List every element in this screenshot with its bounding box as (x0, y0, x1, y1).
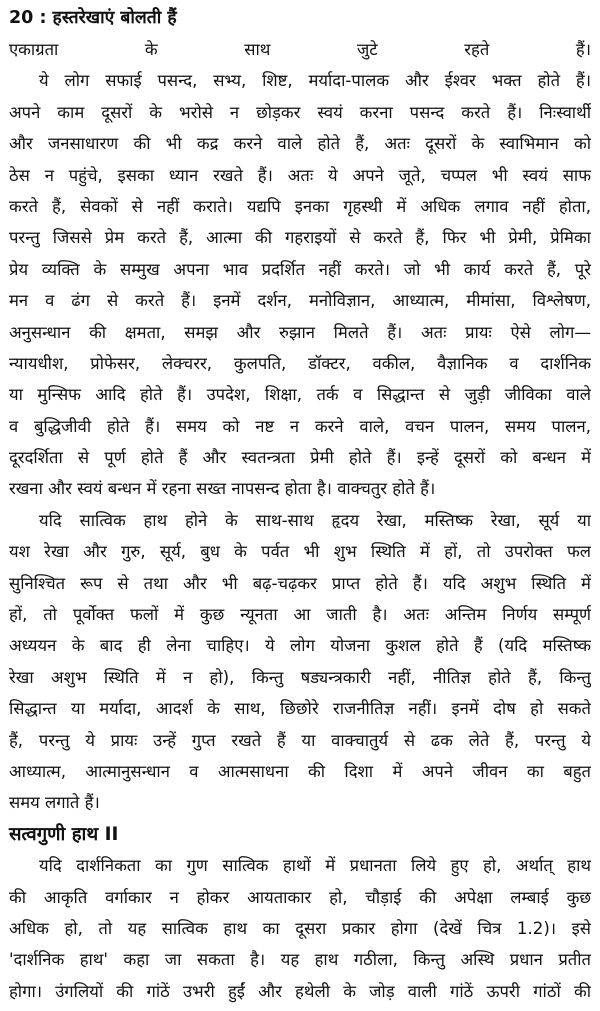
text-line: हैं, परन्तु ये प्रायः उन्हें गुप्त रखते हैं या वाक्चातुर्य से ढक लेते हैं, परन्तु ये (9, 730, 591, 750)
text-line: ये लोग सफाई पसन्द, सभ्य, शिष्ट, मर्यादा-पालक और ईश्वर भक्त होते हैं। (39, 71, 591, 91)
text-line: रखना और स्वयं बन्धन में रहना सख्त नापसन्द होता है। वाक्चतुर होते हैं। (9, 479, 436, 499)
section-heading: सत्वगुणी हाथ II (9, 823, 119, 845)
text-line: ठेस न पहुंचे, इसका ध्यान रखते हैं। अतः ये अपने जूते, चप्पल भी स्वयं साफ (9, 165, 591, 185)
text-line: प्रेय व्यक्ति के सम्मुख अपना भाव प्रदर्शित नहीं करते। जो भी कार्य करते हैं, पूरे (9, 259, 591, 279)
paragraph-line-conditions (9, 505, 591, 819)
text-line: सुनिश्चित रूप से तथा और भी बढ़-चढ़कर प्राप्त होते हैं। यदि अशुभ स्थिति में (9, 573, 591, 593)
paragraph-character-traits (9, 65, 591, 504)
running-head: 20 : हस्तरेखाएं बोलती हैं (9, 8, 177, 28)
text-line: मन व ढंग से करते हैं। इनमें दर्शन, मनोविज्ञान, आध्यात्म, मीमांसा, विश्लेषण, (9, 291, 591, 311)
text-line: रेखा अशुभ स्थिति में न हो), किन्तु षड्यन्त्रकारी नहीं, नीतिज्ञ होते हैं, किन्तु (9, 667, 591, 687)
text-line: दूरदर्शिता से पूर्ण होते हैं और स्वतन्त्रता प्रेमी होते हैं। इन्हें दूसरों को बन्धन में (9, 448, 591, 468)
text-line: और जनसाधारण की भी कद्र करने वाले होते हैं, अतः दूसरों के स्वाभिमान को (9, 134, 591, 154)
text-line: परन्तु जिससे प्रेम करते हैं, आत्मा की गहराइयों से करते हैं, फिर भी प्रेमी, प्रेमिका (9, 228, 591, 248)
text-line: करते हैं, सेवकों से नहीं कराते। यद्यपि इनका गृहस्थी में अधिक लगाव नहीं होता, (9, 196, 591, 216)
text-line: अनुसन्धान की क्षमता, समझ और रुझान मिलते हैं। अतः प्रायः ऐसे लोग— (9, 322, 591, 342)
text-line: या मुन्सिफ आदि होते हैं। उपदेश, शिक्षा, तर्क व सिद्धान्त से जुड़ी जीविका वाले (9, 385, 591, 405)
text-line: व बुद्धिजीवी होते हैं। समय को नष्ट न करने वाले, वचन पालन, समय पालन, (9, 416, 591, 436)
text-line: होगा। उंगलियों की गांठें उभरी हुईं और हथेली के जोड़ वाली गांठें ऊपरी गांठों की (9, 981, 591, 1001)
text-line: की आकृति वर्गाकार न होकर आयताकार हो, चौड़ाई की अपेक्षा लम्बाई कुछ (9, 887, 591, 907)
text-line: आध्यात्म, आत्मानुसन्धान व आत्मसाधना की दिशा में अपने जीवन का बहुत (9, 761, 591, 781)
text-line: अपने काम दूसरों के भरोसे न छोड़कर स्वयं करना पसन्द करते हैं। निःस्वार्थी (9, 102, 591, 122)
text-line: हों, तो पूर्वोक्त फलों में कुछ न्यूनता आ जाती है। अतः अन्तिम निर्णय सम्पूर्ण (9, 605, 591, 625)
text-line: यश रेखा और गुरु, सूर्य, बुध के पर्वत भी शुभ स्थिति में हों, तो उपरोक्त फल (9, 542, 591, 562)
text-line: एकाग्रता के साथ जुटे रहते हैं। (9, 40, 591, 59)
text-line: न्यायधीश, प्रोफेसर, लेक्चरर, कुलपति, डॉक्टर, वकील, वैज्ञानिक व दार्शनिक (9, 353, 591, 373)
text-line: 'दार्शनिक हाथ' कहा जा सकता है। यह हाथ गठीला, किन्तु अस्थि प्रधान प्रतीत (9, 950, 591, 970)
text-line: सिद्धान्त या मर्यादा, आदर्श के साथ, छिछोरे राजनीतिज्ञ नहीं। इनमें दोष हो सकते (9, 699, 591, 719)
paragraph-continuation (9, 34, 591, 65)
text-line: समय लगाते हैं। (9, 793, 100, 813)
text-line: अधिक हो, तो यह सात्विक हाथ का दूसरा प्रकार होगा (देखें चित्र 1.2)। इसे (9, 918, 591, 938)
paragraph-philosophical-hand (9, 850, 591, 1007)
text-line: यदि सात्विक हाथ होने के साथ-साथ हृदय रेखा, मस्तिष्क रेखा, सूर्य या (39, 510, 591, 530)
text-line: अध्ययन के बाद ही लेना चाहिए। ये लोग योजना कुशल होते हैं (यदि मस्तिष्क (9, 636, 591, 656)
text-line: यदि दार्शनिकता का गुण सात्विक हाथों में प्रधानता लिये हुए हो, अर्थात् हाथ (39, 856, 591, 876)
